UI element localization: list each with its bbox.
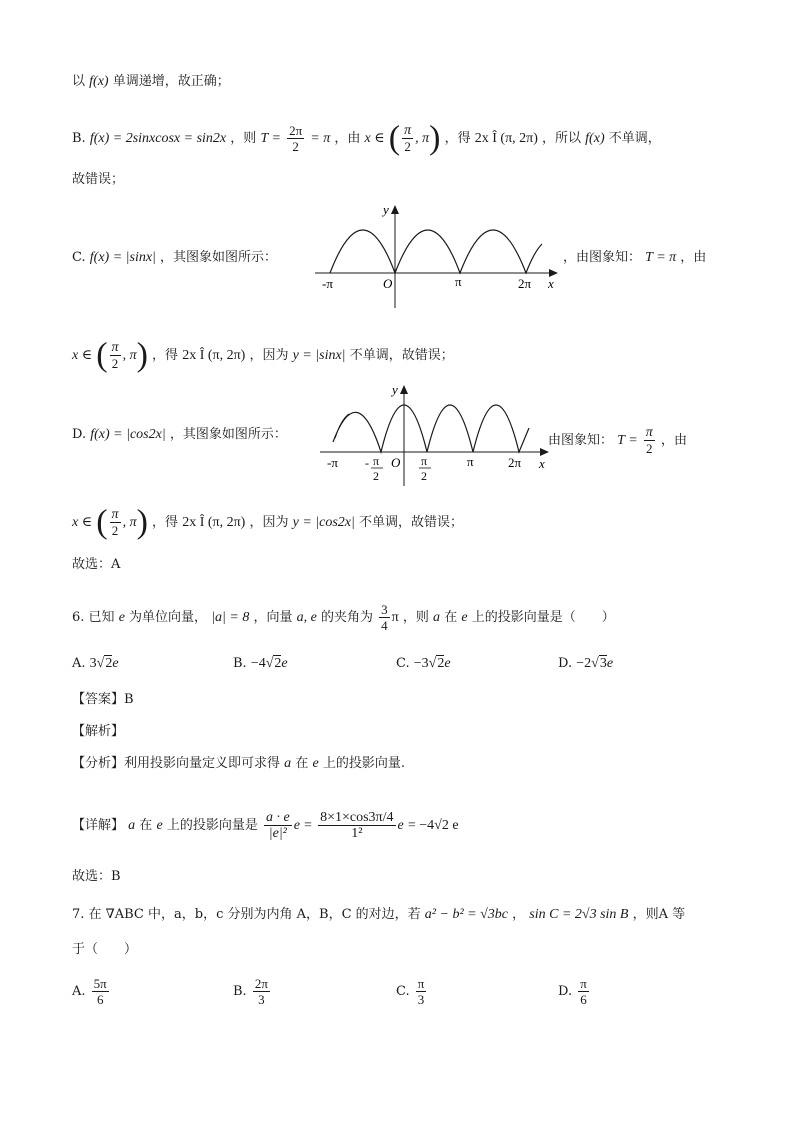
frac-num: π — [645, 425, 653, 440]
option-label: D. — [72, 427, 87, 442]
text: ，则 — [230, 131, 257, 146]
math: |a| = 8 — [211, 610, 250, 625]
text: ，因为 — [249, 515, 289, 530]
text: 上的投影向量是（ ） — [471, 610, 615, 625]
math: , π — [415, 131, 430, 146]
text: 在 — [444, 610, 458, 625]
frac-num: π — [111, 340, 119, 355]
text: ，所以 — [542, 131, 582, 146]
q6-fenxi — [72, 754, 405, 774]
text: ，由 — [660, 433, 687, 448]
radicand: 2 — [437, 656, 445, 671]
tick-neg-pi: -π — [327, 455, 338, 470]
line-monotone-increase — [72, 72, 230, 92]
option-c-line — [72, 248, 277, 268]
q7-option-c[interactable] — [396, 976, 428, 1007]
text: 利用投影向量定义即可求得 — [124, 756, 281, 771]
q6-analysis — [72, 722, 124, 742]
tick-pi: π — [455, 274, 462, 289]
origin-label: O — [391, 455, 401, 470]
question-7-stem-2 — [72, 940, 137, 960]
fraction — [644, 425, 655, 456]
graph-abs-sin — [310, 200, 560, 312]
frac-num: 2π — [289, 123, 303, 138]
tick-pi: π — [467, 454, 474, 469]
fraction — [92, 976, 109, 1007]
math: T = π — [645, 250, 677, 265]
vec-e: e — [397, 818, 404, 833]
math-T: T = — [260, 131, 281, 146]
frac-den: 2 — [404, 139, 411, 154]
text: 6. 已知 — [72, 610, 115, 625]
question-7-stem — [72, 905, 685, 925]
y-label: y — [383, 202, 389, 217]
x-label: x — [539, 456, 545, 471]
vec-e: e — [312, 756, 319, 771]
option-c-line2 — [72, 336, 454, 374]
frac-num: 8×1×cos3π/4 — [320, 810, 394, 825]
frac-den: 4 — [381, 618, 388, 633]
fraction — [379, 602, 390, 633]
math-fx: f(x) — [89, 74, 109, 89]
text: 于（ ） — [72, 942, 138, 957]
text: 的夹角为 — [321, 610, 374, 625]
frac-den: 6 — [96, 992, 104, 1007]
vec-e: e — [118, 610, 125, 625]
option-label: D. — [558, 984, 573, 999]
q7-option-d[interactable] — [558, 976, 591, 1007]
q6-option-a[interactable]: A. 3√2e — [72, 656, 119, 671]
text: 上的投影向量是 — [166, 818, 258, 833]
paren: ) — [136, 503, 148, 541]
paren: ( — [96, 336, 108, 374]
math: f(x) — [585, 131, 605, 146]
math: −2 — [576, 656, 592, 671]
text: ，由 — [680, 250, 707, 265]
option-label: D. — [558, 656, 573, 671]
text: ，向量 — [253, 610, 293, 625]
paren: ) — [136, 336, 148, 374]
option-b-line — [72, 119, 661, 157]
answer-tag: 【答案】 — [72, 692, 125, 707]
option-d-period — [548, 425, 687, 456]
vec-e: e — [156, 818, 163, 833]
frac-num: π — [580, 976, 587, 991]
math: 2x Î (π, 2π) — [182, 515, 246, 530]
graph-abs-cos2x — [315, 380, 550, 488]
option-label: B. — [233, 656, 247, 671]
frac-den: 2 — [646, 441, 653, 456]
analysis-tag: 【解析】 — [72, 724, 125, 739]
frac-den: |e|² — [268, 826, 287, 841]
math: sin C = 2√3 sin B — [529, 907, 629, 922]
vec-e: e — [461, 610, 468, 625]
math-result: = −4√2 e — [407, 818, 459, 833]
text: 在 — [295, 756, 309, 771]
math: = π — [310, 131, 331, 146]
radicand: 2 — [274, 656, 282, 671]
option-label: B. — [72, 131, 86, 146]
tick-2pi: 2π — [508, 455, 522, 470]
frac-num: 5π — [93, 976, 107, 991]
frac-den: 2 — [111, 356, 119, 371]
math: , π — [122, 348, 137, 363]
origin-label: O — [383, 276, 393, 291]
math: x ∈ — [72, 348, 93, 363]
math-eq: f(x) = |sinx| — [89, 250, 156, 265]
text: ，得 — [152, 515, 179, 530]
vec-e: e — [606, 656, 614, 671]
radicand: 3 — [599, 656, 607, 671]
text: 由图象知： — [548, 433, 614, 448]
text: 在 — [139, 818, 153, 833]
math: a, e — [296, 610, 317, 625]
option-d-line2 — [72, 503, 464, 541]
paren: ( — [388, 119, 401, 157]
math: π — [391, 610, 399, 625]
math: x ∈ — [72, 515, 93, 530]
option-label: A. — [72, 984, 86, 999]
y-arrow — [391, 205, 399, 214]
fraction — [578, 976, 589, 1007]
vec-e: e — [281, 656, 288, 671]
q6-detail: 【详解】 a 在 e 上的投影向量是 $\frac{a \cdot e}{\text{|e|²}}$ e = $\frac{8\times 1\times\cos 3\pi/4}{\text{1²}}$ e = −4√2 e — [72, 810, 459, 841]
vec-e: e — [444, 656, 451, 671]
answer-value: B — [124, 692, 134, 707]
option-label: A. — [72, 656, 86, 671]
math: , π — [122, 515, 137, 530]
frac-den: 2 — [111, 523, 119, 538]
text: 上的投影向量. — [322, 756, 405, 771]
frac-den: 3 — [417, 992, 425, 1007]
option-c-period — [563, 248, 706, 268]
fraction — [264, 810, 292, 841]
fenxi-tag: 【分析】 — [72, 756, 125, 771]
text: 单调递增，故正确； — [112, 74, 230, 89]
text: ， — [512, 907, 526, 922]
text: ，得 — [152, 348, 179, 363]
text: ，因为 — [249, 348, 289, 363]
math: y = |sinx| — [292, 348, 346, 363]
frac-den: 2 — [292, 139, 299, 154]
curve — [333, 405, 529, 452]
math: 3 — [89, 656, 97, 671]
fraction — [253, 976, 270, 1007]
option-label: B. — [233, 984, 247, 999]
math: −3 — [413, 656, 429, 671]
option-b-conclusion — [72, 170, 124, 190]
radicand: 2 — [105, 656, 113, 671]
frac-num: 3 — [381, 602, 388, 617]
math: 2x Î (π, 2π) — [182, 348, 246, 363]
q6-option-d[interactable]: D. −2√3e — [558, 656, 614, 671]
text: ，则 — [402, 610, 429, 625]
vec-e: e — [112, 656, 119, 671]
q7-option-b[interactable] — [233, 976, 272, 1007]
y-arrow — [400, 385, 408, 394]
detail-tag: 【详解】 — [72, 818, 125, 833]
option-label: C. — [396, 656, 410, 671]
math: 2x Î (π, 2π) — [474, 131, 538, 146]
y-label: y — [392, 382, 398, 397]
tick-neg-half-pi-sign: - — [365, 456, 369, 470]
option-label: C. — [72, 250, 86, 265]
text: ，其图象如图所示： — [160, 250, 278, 265]
tick-half-pi-num: π — [421, 454, 428, 468]
math-eq: f(x) = |cos2x| — [90, 427, 166, 442]
tick-neg-half-pi-num: π — [373, 454, 380, 468]
math: T = — [617, 433, 638, 448]
text: 不单调， — [608, 131, 661, 146]
frac-num: π — [404, 123, 412, 138]
q6-option-c[interactable]: C. −3√2e — [396, 656, 451, 671]
math: y = |cos2x| — [292, 515, 355, 530]
vec-a: a — [433, 610, 441, 625]
frac-den: 6 — [580, 992, 587, 1007]
vec-a: a — [128, 818, 136, 833]
q6-answer — [72, 690, 134, 710]
question-6-stem — [72, 602, 615, 633]
math: a² − b² = √3bc — [424, 907, 508, 922]
text: 不单调，故错误； — [349, 348, 454, 363]
frac-num: π — [111, 507, 119, 522]
fraction — [416, 976, 427, 1007]
fraction — [287, 123, 304, 154]
tick-neg-pi: -π — [322, 276, 333, 291]
option-d-line — [72, 425, 287, 445]
fraction — [402, 123, 413, 154]
text: 以 — [72, 74, 86, 89]
math: −4 — [250, 656, 266, 671]
text: 不单调，故错误； — [359, 515, 464, 530]
q6-final — [72, 867, 121, 887]
text: ，则A 等 — [632, 907, 686, 922]
vec-a: a — [284, 756, 292, 771]
frac-num: π — [417, 976, 425, 991]
text: ，得 — [444, 131, 471, 146]
text: 故错误； — [72, 172, 125, 187]
vec-e: e — [293, 818, 300, 833]
option-label: C. — [396, 984, 410, 999]
text: ，其图象如图所示： — [169, 427, 287, 442]
text: ，由 — [334, 131, 361, 146]
paren: ) — [429, 119, 441, 157]
text: 7. 在 ∇ABC 中，a，b，c 分别为内角 A，B，C 的对边，若 — [72, 907, 421, 922]
curve — [330, 230, 542, 273]
frac-den: 3 — [258, 992, 265, 1007]
text: 为单位向量， — [129, 610, 208, 625]
math-eq: f(x) = 2sinxcosx = sin2x — [89, 131, 227, 146]
tick-neg-half-pi-den: 2 — [373, 469, 379, 483]
text: ，由图象知： — [563, 250, 642, 265]
tick-2pi: 2π — [518, 276, 532, 291]
fraction — [110, 507, 121, 538]
frac-num: a · e — [265, 810, 290, 825]
fraction — [110, 340, 121, 371]
text: 故选：A — [72, 557, 121, 572]
x-label: x — [548, 276, 554, 291]
paren: ( — [96, 503, 108, 541]
tick-half-pi-den: 2 — [421, 469, 427, 483]
frac-num: 2π — [254, 976, 268, 991]
text: 故选：B — [72, 869, 121, 884]
frac-den: 1² — [351, 826, 363, 841]
math: x ∈ — [364, 131, 385, 146]
answer-5 — [72, 555, 120, 575]
q7-option-a[interactable] — [72, 976, 111, 1007]
fraction — [318, 810, 395, 841]
q6-option-b[interactable]: B. −4√2e — [233, 656, 288, 671]
